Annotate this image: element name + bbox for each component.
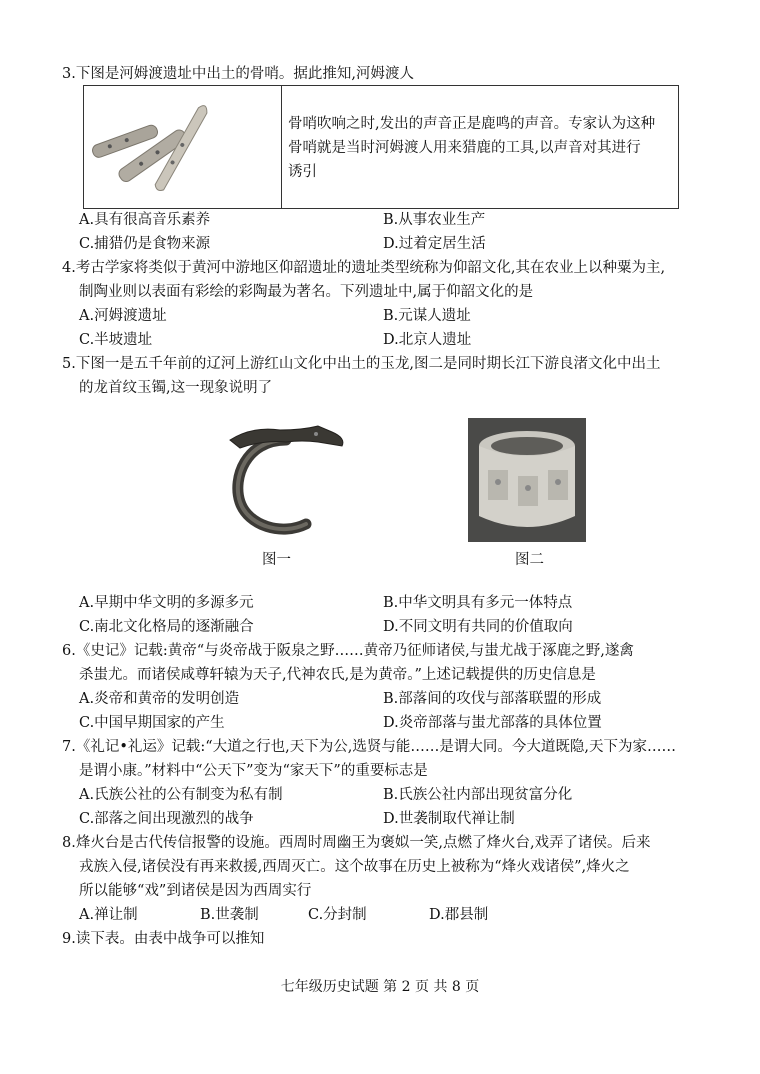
- q4-stem-line1: 4.考古学家将类似于黄河中游地区仰韶遗址的遗址类型统称为仰韶文化,其在农业上以种粟为主,: [62, 260, 666, 276]
- q7-option-c[interactable]: C.部落之间出现激烈的战争: [79, 811, 254, 827]
- q9-stem: 9.读下表。由表中战争可以推知: [62, 931, 265, 947]
- q3-option-d[interactable]: D.过着定居生活: [383, 236, 486, 252]
- q8-option-b[interactable]: B.世袭制: [200, 907, 259, 923]
- jade-dragon-image: [222, 418, 350, 544]
- q4-option-a[interactable]: A.河姆渡遗址: [79, 308, 167, 324]
- q6-option-b[interactable]: B.部落间的攻伐与部落联盟的形成: [383, 691, 602, 707]
- q5-option-d[interactable]: D.不同文明有共同的价值取向: [383, 619, 573, 635]
- q7-option-d[interactable]: D.世袭制取代禅让制: [383, 811, 515, 827]
- q5-stem-line1: 5.下图一是五千年前的辽河上游红山文化中出土的玉龙,图二是同时期长江下游良渚文化中出土: [62, 356, 661, 372]
- q6-stem-line1: 6.《史记》记载:黄帝“与炎帝战于阪泉之野……黄帝乃征师诸侯,与蚩尤战于涿鹿之野,遂禽: [62, 643, 634, 659]
- q6-stem-line2: 杀蚩尤。而诸侯咸尊轩辕为天子,代神农氏,是为黄帝。”上述记载提供的历史信息是: [79, 667, 596, 683]
- q4-option-c[interactable]: C.半坡遗址: [79, 332, 153, 348]
- q8-option-d[interactable]: D.郡县制: [429, 907, 489, 923]
- figure-1-caption: 图一: [262, 552, 291, 568]
- jade-bracelet-image: [468, 418, 586, 546]
- q3-text-line: 骨哨吹响之时,发出的声音正是鹿鸣的声音。专家认为这种: [288, 116, 656, 132]
- q3-text-line: 骨哨就是当时河姆渡人用来猎鹿的工具,以声音对其进行: [288, 140, 641, 156]
- q3-option-a[interactable]: A.具有很高音乐素养: [79, 212, 211, 228]
- figure-2-caption: 图二: [515, 552, 544, 568]
- q5-option-b[interactable]: B.中华文明具有多元一体特点: [383, 595, 573, 611]
- q4-option-b[interactable]: B.元谋人遗址: [383, 308, 471, 324]
- q6-option-d[interactable]: D.炎帝部落与蚩尤部落的具体位置: [383, 715, 602, 731]
- q3-text-line: 诱引: [288, 164, 317, 180]
- q3-option-b[interactable]: B.从事农业生产: [383, 212, 486, 228]
- page-footer: 七年级历史试题 第 2 页 共 8 页: [280, 979, 480, 995]
- q3-option-c[interactable]: C.捕猎仍是食物来源: [79, 236, 211, 252]
- q6-option-a[interactable]: A.炎帝和黄帝的发明创造: [79, 691, 240, 707]
- q7-option-b[interactable]: B.氏族公社内部出现贫富分化: [383, 787, 573, 803]
- q4-option-d[interactable]: D.北京人遗址: [383, 332, 472, 348]
- q5-stem-line2: 的龙首纹玉镯,这一现象说明了: [79, 380, 273, 396]
- q7-option-a[interactable]: A.氏族公社的公有制变为私有制: [79, 787, 283, 803]
- q8-option-c[interactable]: C.分封制: [308, 907, 367, 923]
- q5-option-c[interactable]: C.南北文化格局的逐渐融合: [79, 619, 254, 635]
- q8-stem-line1: 8.烽火台是古代传信报警的设施。西周时周幽王为褒姒一笑,点燃了烽火台,戏弄了诸侯。后来: [62, 835, 651, 851]
- q3-table: [83, 85, 679, 209]
- q4-stem-line2: 制陶业则以表面有彩绘的彩陶最为著名。下列遗址中,属于仰韶文化的是: [79, 284, 534, 300]
- q8-option-a[interactable]: A.禅让制: [79, 907, 138, 923]
- q3-stem: 3.下图是河姆渡遗址中出土的骨哨。据此推知,河姆渡人: [62, 66, 414, 82]
- q7-stem-line1: 7.《礼记•礼运》记载:“大道之行也,天下为公,选贤与能……是谓大同。今大道既隐,天下为家……: [62, 739, 677, 755]
- q6-option-c[interactable]: C.中国早期国家的产生: [79, 715, 225, 731]
- q8-stem-line2: 戎族入侵,诸侯没有再来救援,西周灭亡。这个故事在历史上被称为“烽火戏诸侯”,烽火之: [79, 859, 630, 875]
- bone-whistle-image: [84, 86, 282, 208]
- q3-table-text: [282, 86, 678, 208]
- q8-stem-line3: 所以能够“戏”到诸侯是因为西周实行: [79, 883, 312, 899]
- q5-option-a[interactable]: A.早期中华文明的多源多元: [79, 595, 254, 611]
- q7-stem-line2: 是谓小康。”材料中“公天下”变为“家天下”的重要标志是: [79, 763, 428, 779]
